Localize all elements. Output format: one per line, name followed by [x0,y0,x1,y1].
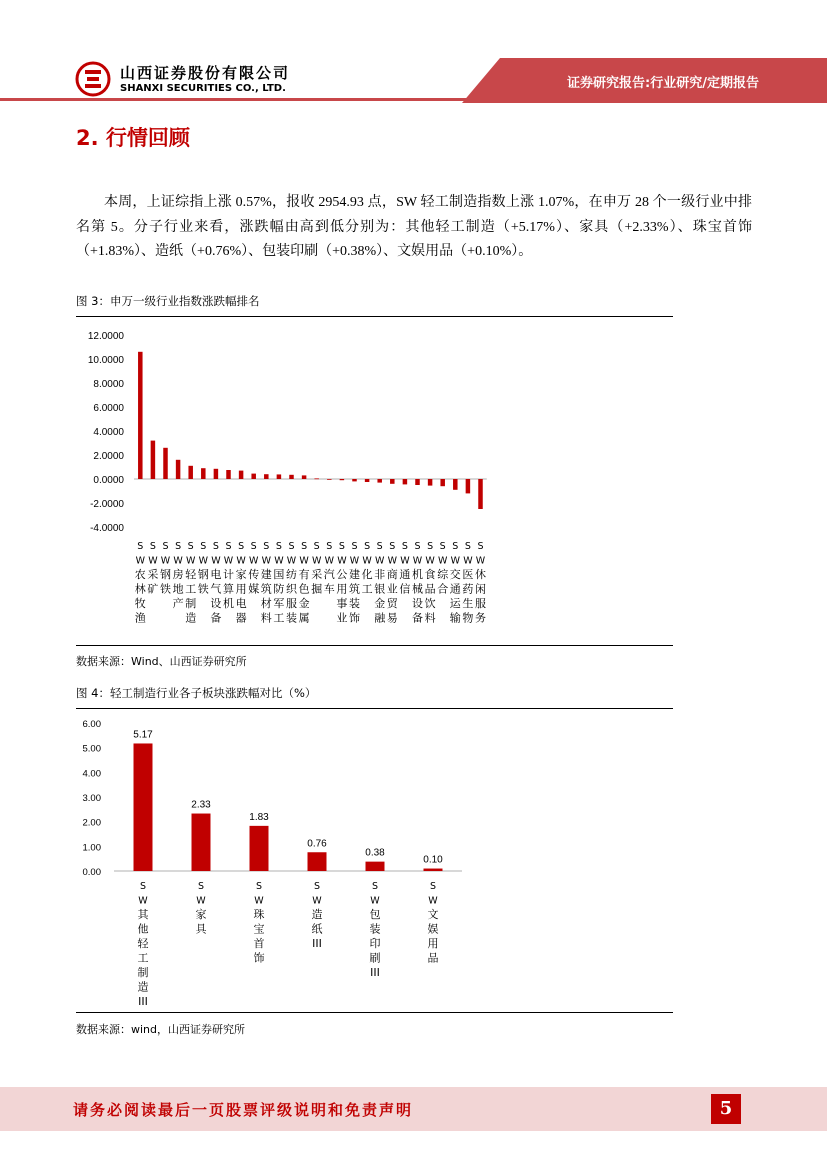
x-tick-label: 铁 [160,582,171,596]
x-tick-label: 易 [386,611,398,625]
x-tick-label: 矿 [147,582,159,596]
x-tick-label: 珠 [253,908,265,921]
x-tick-label: W [173,555,183,567]
x-tick-label: S [371,881,379,892]
bar [277,474,282,479]
x-tick-label: 务 [475,611,486,625]
bar [138,352,143,479]
x-tick-label: 材 [260,597,272,610]
x-tick-label: S [427,541,434,552]
x-tick-label: W [148,555,158,567]
section-title: 2. 行情回顾 [76,126,190,150]
report-type-tag: 证券研究报告:行业研究/定期报告 [567,76,759,91]
x-tick-label: W [299,555,309,567]
x-tick-label: S [414,541,421,552]
x-tick-label: 料 [260,611,272,625]
x-tick-label: 轻 [185,568,197,581]
x-tick-label: 渔 [134,611,146,625]
data-label: 0.76 [307,838,327,850]
x-tick-label: 其 [137,908,149,921]
x-tick-label: 家 [195,908,207,921]
x-tick-label: 银 [374,582,386,596]
x-tick-label: 造 [137,980,149,994]
y-tick-label: 0.0000 [93,475,124,486]
x-tick-label: 饰 [349,611,360,625]
x-tick-label: 通 [449,582,461,596]
x-tick-label: 电 [210,568,222,581]
x-tick-label: 工 [137,951,149,965]
x-tick-label: 用 [427,937,439,950]
x-tick-label: 刷 [369,951,381,965]
x-tick-label: W [450,555,461,567]
x-tick-label: W [236,555,246,567]
x-tick-label: W [160,555,171,567]
bar [226,470,231,479]
bar [327,479,332,480]
y-tick-label: 5.00 [82,743,101,755]
x-tick-label: S [464,541,471,552]
x-tick-label: W [138,895,148,907]
bar [151,441,156,479]
x-tick-label: S [429,881,437,892]
x-tick-label: 服 [475,597,486,610]
x-tick-label: W [400,555,410,567]
figure3-bottom-rule [76,645,673,646]
x-tick-label: 设 [412,597,423,610]
figure4-source: 数据来源：wind，山西证券研究所 [76,1023,246,1036]
x-tick-label: W [475,555,486,567]
x-tick-label: 汽 [323,568,335,581]
x-tick-label: 铁 [197,582,209,596]
bar [176,460,181,479]
x-tick-label: S [187,541,194,552]
x-tick-label: W [211,555,221,567]
data-label: 0.10 [423,854,443,866]
bar [377,479,382,483]
x-tick-label: 业 [386,582,398,596]
x-tick-label: 装 [349,597,360,610]
figure4-top-rule [76,708,673,709]
x-tick-label: 农 [134,568,146,581]
x-tick-label: S [338,541,345,552]
bar [289,475,294,479]
x-tick-label: W [311,555,322,567]
bar [308,852,327,871]
x-tick-label: S [301,541,308,552]
x-tick-label: W [254,895,264,907]
bar [466,479,471,493]
x-tick-label: 制 [185,597,197,610]
x-tick-label: W [425,555,435,567]
x-tick-label: 械 [412,582,423,596]
x-tick-label: 计 [223,568,234,581]
y-tick-label: 1.00 [82,842,101,854]
x-tick-label: W [223,555,234,567]
bar [403,479,408,484]
x-tick-label: 运 [449,597,461,610]
x-tick-label: 家 [235,568,247,581]
x-tick-label: 车 [323,582,335,596]
x-tick-label: 金 [298,597,310,610]
x-tick-label: 林 [134,582,146,596]
x-tick-label: W [437,555,448,567]
bar [239,471,244,479]
x-tick-label: 公 [336,568,348,581]
x-tick-label: 色 [298,582,310,596]
bar [250,826,269,871]
x-tick-label: 输 [449,611,461,625]
x-tick-label: S [255,881,263,892]
company-logo-icon [75,61,111,97]
bar [188,466,193,479]
x-tick-label: 军 [273,597,285,610]
bar [365,479,370,482]
x-tick-label: 融 [374,611,386,625]
bar [302,475,307,479]
x-tick-label: W [374,555,385,567]
x-tick-label: 地 [172,582,184,596]
x-tick-label: 有 [298,568,310,581]
x-tick-label: 纸 [311,922,323,936]
x-tick-label: W [248,555,259,567]
x-tick-label: 娱 [427,922,439,936]
x-tick-label: III [138,995,148,1008]
x-tick-label: W [135,555,146,567]
x-tick-label: 品 [427,951,439,965]
bar [251,474,256,479]
bar [415,479,420,485]
x-tick-label: 通 [399,568,411,581]
x-tick-label: 服 [286,597,297,610]
company-name-en: SHANXI SECURITIES CO., LTD. [120,83,286,94]
x-tick-label: 算 [223,582,234,596]
x-tick-label: 建 [260,568,272,581]
x-tick-label: S [313,541,320,552]
x-tick-label: 国 [273,568,285,581]
x-tick-label: S [452,541,459,552]
y-tick-label: 12.0000 [87,331,124,342]
x-tick-label: 非 [374,568,386,581]
x-tick-label: 防 [273,582,285,596]
x-tick-label: 采 [311,568,323,581]
data-label: 2.33 [191,799,211,811]
x-tick-label: S [364,541,371,552]
footer-disclaimer: 请务必阅读最后一页股票评级说明和免责声明 [73,1101,414,1119]
x-tick-label: 生 [462,597,474,610]
x-tick-label: 医 [462,568,474,581]
bar [424,869,443,871]
x-tick-label: 料 [424,611,436,625]
x-tick-label: W [463,555,473,567]
x-tick-label: 贸 [386,597,398,610]
x-tick-label: W [428,895,438,907]
x-tick-label: S [351,541,358,552]
x-tick-label: III [312,937,322,950]
x-tick-label: S [175,541,182,552]
x-tick-label: 闲 [475,582,486,596]
x-tick-label: S [162,541,169,552]
y-tick-label: 4.0000 [93,427,124,438]
x-tick-label: W [261,555,272,567]
y-tick-label: 2.0000 [93,451,124,462]
bar [440,479,445,486]
x-tick-label: 设 [210,597,222,610]
company-name-cn: 山西证券股份有限公司 [120,64,291,82]
bar [201,468,206,479]
x-tick-label: S [313,881,321,892]
bar [264,474,269,479]
bar [163,448,168,479]
x-tick-label: 交 [449,568,461,581]
y-tick-label: -2.0000 [90,499,124,510]
x-tick-label: 牧 [134,597,146,610]
x-tick-label: 印 [369,937,381,950]
bar [340,479,345,480]
x-tick-label: 装 [286,611,297,625]
bar [192,814,211,871]
page-number: 5 [711,1094,741,1124]
x-tick-label: 掘 [311,582,323,596]
data-label: 5.17 [133,729,153,741]
x-tick-label: W [274,555,284,567]
x-tick-label: W [185,555,196,567]
x-tick-label: 用 [336,582,348,596]
y-tick-label: 0.00 [82,867,101,878]
x-tick-label: S [389,541,396,552]
x-tick-label: S [401,541,408,552]
x-tick-label: 文 [427,908,439,921]
x-tick-label: 织 [286,582,297,596]
y-tick-label: -4.0000 [90,523,124,534]
x-tick-label: 金 [374,597,386,610]
x-tick-label: W [349,555,360,567]
x-tick-label: 宝 [253,922,265,936]
x-tick-label: III [370,966,380,979]
x-tick-label: 房 [172,568,184,581]
x-tick-label: S [149,541,156,552]
x-tick-label: S [212,541,219,552]
x-tick-label: 商 [386,568,398,581]
x-tick-label: W [370,895,380,907]
x-tick-label: W [337,555,347,567]
x-tick-label: 造 [311,908,323,921]
x-tick-label: 物 [462,611,474,625]
x-tick-label: 信 [399,582,411,596]
x-tick-label: 传 [248,568,260,581]
x-tick-label: 用 [235,582,247,596]
x-tick-label: 综 [437,568,449,581]
section-paragraph: 本周，上证综指上涨 0.57%，报收 2954.93 点，SW 轻工制造指数上涨 1.07%，在申万 28 个一级行业中排名第 5。分子行业来看，涨跌幅由高到低分别为：其他轻工制造（+5.17%）、家具（+2.33%）、珠宝首饰（+1.83%）、造纸（+0.76%）、包装印刷（+0.38%）、文娱用品（+0.10%）。 [76,195,752,259]
x-tick-label: W [312,895,322,907]
x-tick-label: S [197,881,205,892]
bar [390,479,395,484]
x-tick-label: W [324,555,335,567]
y-tick-label: 8.0000 [93,379,124,390]
x-tick-label: W [412,555,423,567]
x-tick-label: 食 [424,568,436,581]
x-tick-label: S [263,541,270,552]
figure3-caption: 图 3：申万一级行业指数涨跌幅排名 [76,294,260,308]
x-tick-label: 建 [349,568,360,581]
x-tick-label: 合 [437,582,449,596]
x-tick-label: W [387,555,398,567]
x-tick-label: 包 [369,908,381,921]
x-tick-label: 机 [412,568,423,581]
bar [314,478,319,479]
x-tick-label: 饰 [253,951,265,965]
x-tick-label: 工 [361,582,373,596]
data-label: 1.83 [249,811,269,823]
x-tick-label: 采 [147,568,159,581]
bar [428,479,433,486]
x-tick-label: 工 [273,611,285,625]
x-tick-label: 备 [412,611,423,625]
x-tick-label: S [275,541,282,552]
x-tick-label: 具 [195,922,207,936]
page-header [0,0,827,103]
bar [478,479,483,509]
x-tick-label: S [288,541,295,552]
x-tick-label: 制 [137,966,149,979]
bar [352,479,357,481]
x-tick-label: S [225,541,232,552]
x-tick-label: 药 [462,582,474,596]
figure3-source: 数据来源：Wind、山西证券研究所 [76,655,247,668]
x-tick-label: 筑 [260,582,272,596]
x-tick-label: 轻 [137,937,149,950]
figure4-caption: 图 4：轻工制造行业各子板块涨跌幅对比（%） [76,686,317,700]
x-tick-label: 产 [172,597,184,610]
x-tick-label: W [198,555,209,567]
y-tick-label: 6.00 [82,719,101,730]
x-tick-label: 电 [235,597,247,610]
x-tick-label: 业 [336,611,348,625]
x-tick-label: 媒 [248,582,260,596]
x-tick-label: 装 [369,922,381,936]
x-tick-label: 工 [185,582,197,596]
x-tick-label: 属 [298,611,310,625]
x-tick-label: W [362,555,372,567]
x-tick-label: 造 [185,611,197,625]
bar [366,862,385,871]
x-tick-label: 器 [235,611,247,625]
y-tick-label: 4.00 [82,768,101,780]
x-tick-label: 首 [253,937,265,950]
x-tick-label: 备 [210,611,222,625]
x-tick-label: 休 [475,568,486,581]
x-tick-label: S [238,541,245,552]
y-tick-label: 3.00 [82,793,101,804]
x-tick-label: 筑 [349,582,360,596]
bar [453,479,458,490]
x-tick-label: S [376,541,383,552]
x-tick-label: 钢 [160,568,171,581]
y-tick-label: 6.0000 [93,403,124,414]
x-tick-label: 饮 [424,597,436,610]
x-tick-label: S [139,881,147,892]
figure3-top-rule [76,316,673,317]
x-tick-label: 化 [361,568,373,581]
x-tick-label: S [200,541,207,552]
bar [134,743,153,871]
x-tick-label: S [326,541,333,552]
x-tick-label: 纺 [286,568,297,581]
x-tick-label: 气 [210,582,222,596]
y-tick-label: 10.0000 [87,355,124,366]
y-tick-label: 2.00 [82,817,101,829]
figure4-bottom-rule [76,1012,673,1013]
x-tick-label: S [250,541,257,552]
x-tick-label: 钢 [197,568,209,581]
x-tick-label: 品 [424,582,436,596]
data-label: 0.38 [365,847,385,859]
x-tick-label: W [196,895,206,907]
bar [214,469,219,479]
x-tick-label: S [439,541,446,552]
x-tick-label: 他 [137,922,149,936]
x-tick-label: 机 [223,597,234,610]
x-tick-label: W [286,555,297,567]
x-tick-label: S [477,541,484,552]
x-tick-label: S [137,541,144,552]
x-tick-label: 事 [336,597,348,610]
